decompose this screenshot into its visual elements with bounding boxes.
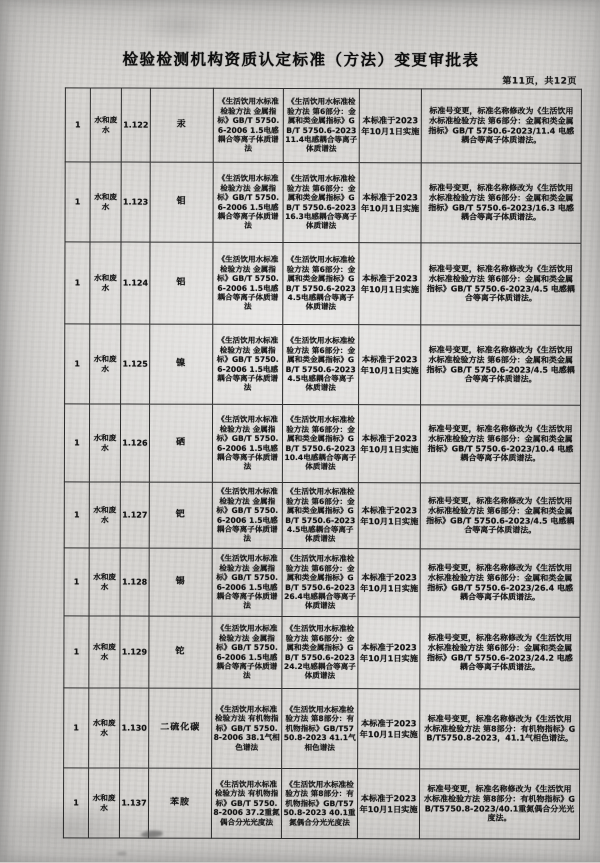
table-row bbox=[64, 688, 580, 769]
cell-implementation-date: 本标准于2023年10月1日实施 bbox=[358, 617, 420, 689]
cell-sequence-number: 1 bbox=[65, 324, 90, 404]
table-row bbox=[65, 242, 581, 325]
cell-implementation-date: 本标准于2023年10月1日实施 bbox=[358, 405, 420, 483]
cell-implementation-date: 本标准于2023年10月1日实施 bbox=[358, 483, 420, 549]
cell-sample-category: 水和废水 bbox=[89, 404, 120, 482]
cell-sample-category: 水和废水 bbox=[90, 162, 121, 242]
cell-sample-category: 水和废水 bbox=[89, 688, 120, 768]
cell-implementation-date: 本标准于2023年10月1日实施 bbox=[359, 163, 421, 243]
cell-parameter: 锡 bbox=[149, 548, 212, 616]
cell-change-description: 标准号变更，标准名称修改为《生活饮用水标准检验方法 第6部分：金属和类金属指标》GB/T 5750.6-2023/16.3 电感耦合等离子体质谱法。 bbox=[421, 163, 581, 243]
cell-parameter: 镍 bbox=[150, 324, 213, 404]
cell-parameter: 钼 bbox=[150, 162, 213, 242]
cell-sample-category: 水和废水 bbox=[89, 616, 120, 688]
cell-sample-category: 水和废水 bbox=[90, 324, 121, 404]
cell-old-standard: 《生活饮用水标准检验方法 金属指标》GB/T 5750.6-2006 1.5电感耦合等离子体质谱法 bbox=[212, 548, 282, 616]
table-row bbox=[63, 768, 579, 839]
cell-old-standard: 《生活饮用水标准检验方法 金属指标》GB/T 5750.6-2006 1.5电感耦合等离子体质谱法 bbox=[212, 404, 282, 482]
table-row bbox=[64, 548, 580, 617]
cell-parameter: 苯胺 bbox=[148, 768, 211, 838]
cell-sequence-number: 1 bbox=[65, 88, 90, 162]
cell-new-standard: 《生活饮用水标准检验方法 第6部分：金属和类金属指标》GB/T 5750.6-2023 11.4电感耦合等离子体质谱法 bbox=[283, 88, 359, 162]
cell-sequence-number: 1 bbox=[64, 404, 89, 482]
cell-item-number: 1.124 bbox=[121, 242, 150, 324]
cell-old-standard: 《生活饮用水标准检验方法 有机物指标》GB/T 5750.8-2006 37.2重氮偶合分光光度法 bbox=[211, 768, 281, 838]
table-row bbox=[65, 324, 581, 405]
cell-parameter: 汞 bbox=[150, 88, 213, 162]
cell-item-number: 1.128 bbox=[120, 548, 149, 616]
cell-new-standard: 《生活饮用水标准检验方法 第6部分：金属和类金属指标》GB/T 5750.6-2023 4.5电感耦合等离子体质谱法 bbox=[282, 482, 358, 548]
scan-smudge bbox=[117, 852, 127, 856]
cell-new-standard: 《生活饮用水标准检验方法 第6部分：金属和类金属指标》GB/T 5750.6-2023 10.4电感耦合等离子体质谱法 bbox=[282, 404, 358, 482]
table-row bbox=[65, 162, 581, 243]
cell-change-description: 标准号变更，标准名称修改为《生活饮用水标准检验方法 第6部分：金属和类金属指标》GB/T 5750.6-2023/4.5 电感耦合等离子体质谱法。 bbox=[420, 483, 580, 549]
cell-parameter: 铝 bbox=[150, 242, 213, 324]
cell-parameter: 铊 bbox=[149, 616, 212, 688]
cell-sequence-number: 1 bbox=[65, 242, 90, 324]
cell-item-number: 1.125 bbox=[121, 324, 150, 404]
cell-old-standard: 《生活饮用水标准检验方法 金属指标》GB/T 5750.6-2006 1.5电感耦合等离子体质谱法 bbox=[213, 162, 283, 242]
cell-sample-category: 水和废水 bbox=[88, 768, 119, 838]
cell-change-description: 标准号变更，标准名称修改为《生活饮用水标准检验方法 第6部分：金属和类金属指标》GB/T 5750.6-2023/10.4 电感耦合等离子体质谱法。 bbox=[420, 405, 580, 483]
cell-sequence-number: 1 bbox=[64, 548, 89, 616]
cell-sample-category: 水和废水 bbox=[90, 88, 121, 162]
cell-implementation-date: 本标准于2023年10月1日实施 bbox=[358, 549, 420, 617]
table-row bbox=[64, 482, 580, 549]
cell-change-description: 标准号变更，标准名称修改为《生活饮用水标准检验方法 第8部分：有机物指标》GB/T5750.8-2023/40.1重氮偶合分光光度法。 bbox=[419, 769, 579, 839]
cell-item-number: 1.126 bbox=[120, 404, 149, 482]
cell-change-description: 标准号变更，标准名称修改为《生活饮用水标准检验方法 第6部分：金属和类金属指标》GB/T 5750.6-2023/26.4 电感耦合等离子体质谱法。 bbox=[420, 549, 580, 617]
cell-sequence-number: 1 bbox=[64, 688, 89, 768]
cell-new-standard: 《生活饮用水标准检验方法 第8部分：有机物指标》GB/T5750.8-2023 40.1重氮偶合分光光度法 bbox=[281, 768, 357, 838]
cell-change-description: 标准号变更，标准名称修改为《生活饮用水标准检验方法 第6部分：金属和类金属指标》GB/T 5750.6-2023/11.4 电感耦合等离子体质谱法。 bbox=[421, 89, 581, 163]
cell-new-standard: 《生活饮用水标准检验方法 第6部分：金属和类金属指标》GB/T 5750.6-2023 26.4电感耦合等离子体质谱法 bbox=[282, 548, 358, 616]
cell-change-description: 标准号变更，标准名称修改为《生活饮用水标准检验方法 第6部分：金属和类金属指标》GB/T 5750.6-2023/4.5 电感耦合等离子体质谱法。 bbox=[421, 243, 581, 325]
cell-old-standard: 《生活饮用水标准检验方法 金属指标》GB/T 5750.6-2006 1.5电感耦合等离子体质谱法 bbox=[213, 88, 283, 162]
cell-item-number: 1.129 bbox=[120, 616, 149, 688]
page-title: 检验检测机构资质认定标准（方法）变更审批表 bbox=[122, 50, 480, 70]
cell-new-standard: 《生活饮用水标准检验方法 第6部分：金属和类金属指标》GB/T 5750.6-2023 4.5电感耦合等离子体质谱法 bbox=[283, 324, 359, 404]
cell-change-description: 标准号变更，标准名称修改为《生活饮用水标准检验方法 第8部分：有机物指标》GB/T5750.8-2023，41.1气相色谱法。 bbox=[420, 689, 580, 769]
cell-old-standard: 《生活饮用水标准检验方法 金属指标》GB/T 5750.6-2006 1.5电感耦合等离子体质谱法 bbox=[212, 482, 282, 548]
cell-implementation-date: 本标准于2023年10月1日实施 bbox=[359, 89, 421, 163]
cell-implementation-date: 本标准于2023年10月1日实施 bbox=[357, 769, 419, 839]
cell-item-number: 1.122 bbox=[121, 88, 150, 162]
cell-new-standard: 《生活饮用水标准检验方法 第6部分：金属和类金属指标》GB/T 5750.6-2023 24.2电感耦合等离子体质谱法 bbox=[282, 616, 358, 688]
cell-new-standard: 《生活饮用水标准检验方法 第6部分：金属和类金属指标》GB/T 5750.6-2023 4.5电感耦合等离子体质谱法 bbox=[283, 242, 359, 324]
cell-sequence-number: 1 bbox=[63, 768, 88, 838]
cell-item-number: 1.137 bbox=[119, 768, 148, 838]
cell-old-standard: 《生活饮用水标准检验方法 有机物指标》GB/T 5750.8-2006 38.1气相色谱法 bbox=[212, 688, 282, 768]
cell-implementation-date: 本标准于2023年10月1日实施 bbox=[359, 325, 421, 405]
cell-sample-category: 水和废水 bbox=[89, 482, 120, 548]
table-row bbox=[65, 88, 581, 163]
cell-change-description: 标准号变更，标准名称修改为《生活饮用水标准检验方法 第6部分：金属和类金属指标》GB/T 5750.6-2023/24.2 电感耦合等离子体质谱法。 bbox=[420, 617, 580, 689]
cell-implementation-date: 本标准于2023年10月1日实施 bbox=[358, 689, 420, 769]
table-row bbox=[64, 404, 580, 483]
cell-parameter: 二硫化碳 bbox=[149, 688, 212, 768]
table-row bbox=[64, 616, 580, 689]
cell-new-standard: 《生活饮用水标准检验方法 第6部分：金属和类金属指标》GB/T 5750.6-2023 16.3电感耦合等离子体质谱法 bbox=[283, 162, 359, 242]
cell-old-standard: 《生活饮用水标准检验方法 金属指标》GB/T 5750.6-2006 1.5电感耦合等离子体质谱法 bbox=[212, 616, 282, 688]
page-number: 第11页，共12页 bbox=[502, 76, 577, 87]
cell-sequence-number: 1 bbox=[64, 482, 89, 548]
cell-item-number: 1.123 bbox=[121, 162, 150, 242]
cell-sample-category: 水和废水 bbox=[90, 242, 121, 324]
cell-parameter: 钯 bbox=[149, 482, 212, 548]
cell-implementation-date: 本标准于2023年10月1日实施 bbox=[359, 243, 421, 325]
standards-change-table bbox=[63, 87, 582, 839]
cell-item-number: 1.130 bbox=[120, 688, 149, 768]
cell-item-number: 1.127 bbox=[120, 482, 149, 548]
cell-old-standard: 《生活饮用水标准检验方法 金属指标》GB/T 5750.6-2006 1.5电感耦合等离子体质谱法 bbox=[213, 324, 283, 404]
cell-sequence-number: 1 bbox=[64, 616, 89, 688]
cell-parameter: 硒 bbox=[149, 404, 212, 482]
cell-change-description: 标准号变更，标准名称修改为《生活饮用水标准检验方法 第6部分：金属和类金属指标》GB/T 5750.6-2023/4.5 电感耦合等离子体质谱法。 bbox=[421, 325, 581, 405]
cell-new-standard: 《生活饮用水标准检验方法 第8部分：有机物指标》GB/T5750.8-2023 41.1气相色谱法 bbox=[282, 688, 358, 768]
cell-sample-category: 水和废水 bbox=[89, 548, 120, 616]
cell-old-standard: 《生活饮用水标准检验方法 金属指标》GB/T 5750.6-2006 1.5电感耦合等离子体质谱法 bbox=[213, 242, 283, 324]
cell-sequence-number: 1 bbox=[65, 162, 90, 242]
